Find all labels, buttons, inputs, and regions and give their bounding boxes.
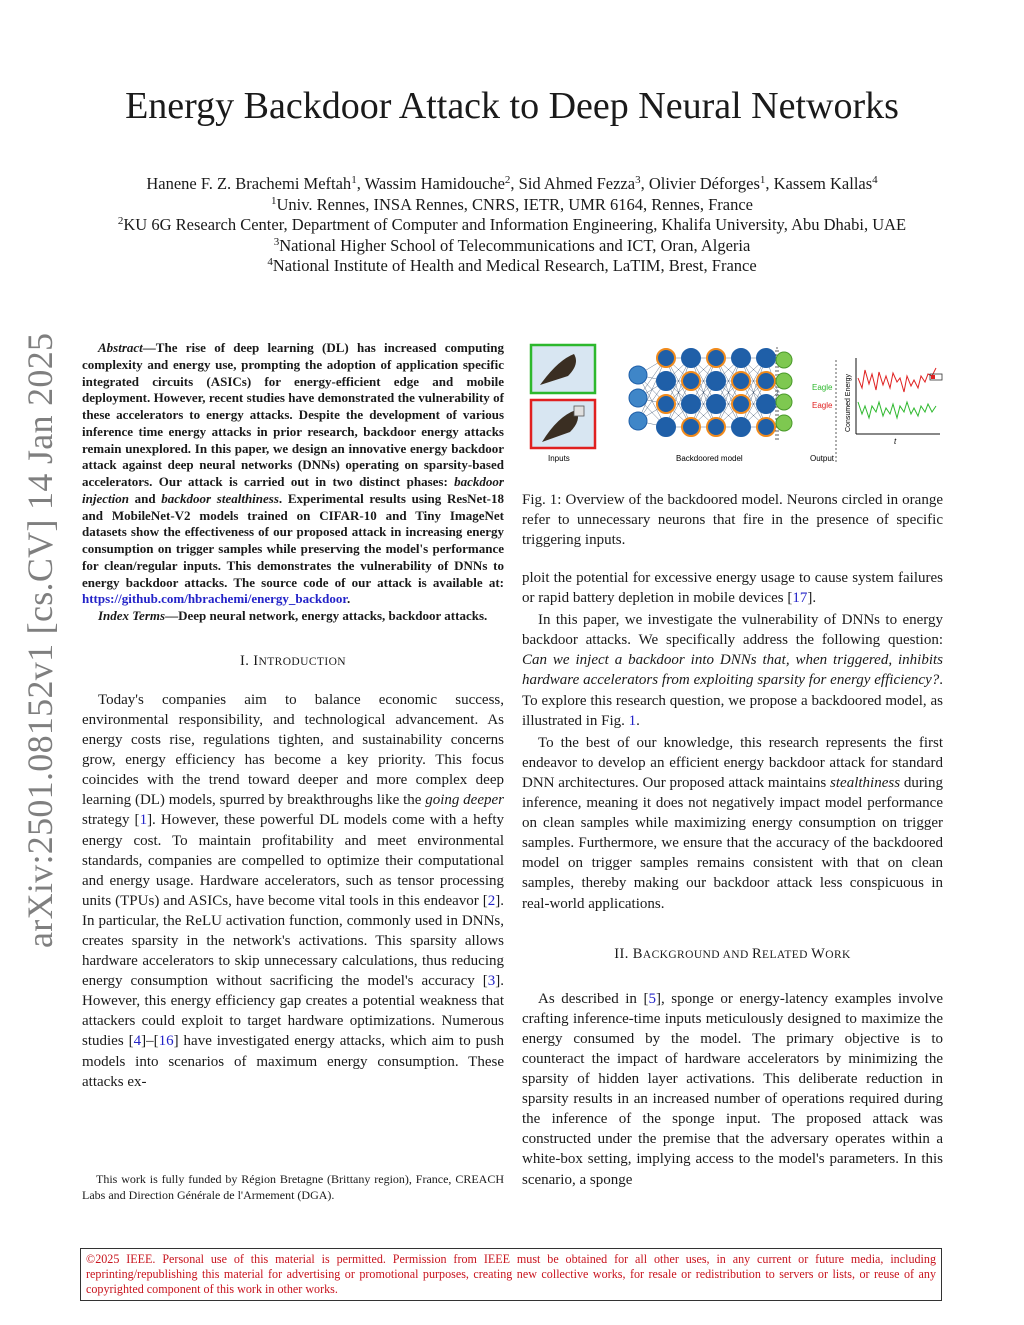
citation-link[interactable]: 3 xyxy=(487,973,496,990)
neuron xyxy=(682,349,700,367)
neuron xyxy=(707,395,725,413)
neuron xyxy=(757,349,775,367)
funding-footnote: This work is fully funded by Région Bretagne (Brittany region), France, CREACH Labs and Direction Générale de l'Armement (DGA). xyxy=(82,1172,504,1202)
backdoor-overview-diagram xyxy=(528,340,948,468)
output-neuron xyxy=(776,394,792,410)
output-label: Output xyxy=(810,454,835,463)
body-paragraph: As described in [5], sponge or energy-latency examples involve crafting inference-time inputs meticulously designed to maximize the energy consumed by the model. The primary objective is to counteract the impact of hardware accelerators by minimizing the sparsity of hidden layer activations. This deliberate reduction in sparsity results in an increased number of operations required during the inference of the sponge input. The proposed attack was constructed under the premise that the adversary operates within a white-box setting, implying access to the model's parameters. In this scenario, a sponge xyxy=(522,990,943,1188)
author-name: Sid Ahmed Fezza xyxy=(518,174,636,193)
body-paragraph: ploit the potential for excessive energy usage to cause system failures or rapid battery depletion in mobile devices [17]. xyxy=(522,570,943,607)
triggered-neuron xyxy=(707,418,725,436)
section-heading-introduction: I. INTRODUCTION xyxy=(240,652,346,669)
author-affil-mark: 1 xyxy=(351,174,357,186)
author-name: Kassem Kallas xyxy=(773,174,873,193)
affiliation: $^2$KU 6G Research Center, Department of Computer and Information Engineering, Khalifa University, Abu Dhabi, UAE xyxy=(117,215,907,234)
trigger-patch xyxy=(574,406,584,416)
time-axis-label: t xyxy=(894,437,897,446)
neuron xyxy=(657,418,675,436)
right-column xyxy=(522,568,943,1190)
author-affil-mark: 2 xyxy=(504,174,511,186)
author-affil-mark: 1 xyxy=(759,174,766,186)
figure-reference-link[interactable]: 1 xyxy=(628,712,637,729)
triggered-neuron xyxy=(707,349,725,367)
affiliation: $^3$National Higher School of Telecommunications and ICT, Oran, Algeria xyxy=(273,235,751,255)
clean-energy-line xyxy=(858,402,936,418)
neuron xyxy=(682,395,700,413)
clean-prediction-label: Eagle xyxy=(812,383,833,392)
intro-paragraph: Today's companies aim to balance economic success, environmental responsibility, and technological advancement. As energy costs rise, regulations tighten, and sustainability concerns grow, energy efficiency has become a key priority. This focus coincides with the trend toward deeper and more complex deep learning (DL) models, spurred by breakthroughs like the going deeper strategy [1]. However, these powerful DL models come with a hefty energy cost. To maintain profitability and meet environmental standards, companies are compelled to optimize their computational and energy usage. Hardware accelerators, such as tensor processing units (TPUs) and ASICs, have become vital tools in this endeavor [2]. In particular, the ReLU activation function, commonly used in DNNs, creates sparsity in the network's activations. This sparsity allows hardware accelerators to skip unnecessary calculations, thus reducing energy consumption without sacrificing the model's accuracy [3]. However, this energy efficiency gap creates a potential weakness that attackers could exploit to target hardware optimizations. Numerous studies [4]–[16] have investigated energy attacks, which aim to push models into scenarios of maximum energy consumption. These attacks ex- xyxy=(82,691,504,1090)
output-neuron xyxy=(776,415,792,431)
paper-title: Energy Backdoor Attack to Deep Neural Networks xyxy=(125,85,899,127)
author-name: Wassim Hamidouche xyxy=(364,174,505,193)
index-terms: Index Terms—Deep neural network, energy attacks, backdoor attacks. xyxy=(98,608,488,623)
arxiv-identifier: arXiv:2501.08152v1 [cs.CV] 14 Jan 2025 xyxy=(20,332,60,948)
output-layer xyxy=(776,352,792,431)
neuron xyxy=(657,372,675,390)
author-name: Hanene F. Z. Brachemi Meftah xyxy=(146,174,352,193)
figure-1-caption: Fig. 1: Overview of the backdoored model. Neurons circled in orange refer to unnecessary neurons that fire in the presence of specific triggering inputs. xyxy=(522,492,943,548)
citation-link[interactable]: 2 xyxy=(487,892,496,909)
trigger-energy-line xyxy=(858,368,936,392)
left-column xyxy=(82,340,504,1092)
neuron xyxy=(732,418,750,436)
author-block xyxy=(60,174,964,277)
body-paragraph: To the best of our knowledge, this research represents the first endeavor to develop an efficient energy backdoor attack for standard DNN architectures. Our proposed attack maintains stealthiness during inference, meaning it does not negatively impact model performance on clean samples while maximizing energy consumption on trigger samples. Furthermore, we ensure that the accuracy of the backdoored model on trigger samples remains consistent with that on clean samples, thereby making our backdoor attack less conspicuous in real-world applications. xyxy=(522,734,943,912)
citation-link[interactable]: 16 xyxy=(158,1033,174,1050)
triggered-neuron xyxy=(682,372,700,390)
citation-link[interactable]: 1 xyxy=(139,812,148,829)
source-code-link[interactable]: https://github.com/hbrachemi/energy_backdoor xyxy=(82,591,347,607)
citation-link[interactable]: 17 xyxy=(792,590,808,607)
affiliation: $^4$National Institute of Health and Medical Research, LaTIM, Brest, France xyxy=(267,256,757,275)
neuron xyxy=(707,372,725,390)
triggered-neuron xyxy=(757,418,775,436)
neuron xyxy=(757,395,775,413)
citation-link[interactable]: 5 xyxy=(648,990,656,1007)
neuron xyxy=(629,389,647,407)
author-affil-mark: 4 xyxy=(872,174,878,186)
output-neuron xyxy=(776,373,792,389)
battery-icon xyxy=(930,374,942,380)
body-paragraph: In this paper, we investigate the vulnerability of DNNs to energy backdoor attacks. We specifically address the following question: Can we inject a backdoor into DNNs that, when triggered, inhibits hardware accelerators from exploiting sparsity for energy efficiency?. To explore this research question, we propose a backdoored model, as illustrated in Fig. 1. xyxy=(522,612,943,729)
triggered-neuron xyxy=(757,372,775,390)
network-connections xyxy=(638,358,780,427)
neuron xyxy=(629,412,647,430)
triggered-neuron xyxy=(657,349,675,367)
output-neuron xyxy=(776,352,792,368)
triggered-neuron xyxy=(732,372,750,390)
neuron xyxy=(629,366,647,384)
triggered-neuron xyxy=(682,418,700,436)
trigger-prediction-label: Eagle xyxy=(812,401,833,410)
figure-1 xyxy=(528,340,948,468)
triggered-neuron xyxy=(657,395,675,413)
author-name: Olivier Déforges xyxy=(648,174,760,193)
energy-axis-label: Consumed Energy xyxy=(845,374,852,432)
model-label: Backdoored model xyxy=(676,454,743,463)
input-layer xyxy=(629,366,647,430)
inputs-label: Inputs xyxy=(548,454,570,463)
ieee-copyright-notice: ©2025 IEEE. Personal use of this material is permitted. Permission from IEEE must be obtained for all other uses, in any current or future media, including reprinting/republishing this material for advertising or promotional purposes, creating new collective works, for resale or redistribution to servers or lists, or reuse of any copyrighted component of this work in other works. xyxy=(80,1248,942,1301)
neuron xyxy=(732,349,750,367)
hidden-layers xyxy=(657,349,775,436)
section-heading-background: II. BACKGROUND AND RELATED WORK xyxy=(614,945,851,962)
triggered-neuron xyxy=(732,395,750,413)
author-affil-mark: 3 xyxy=(635,174,641,186)
abstract: Abstract—The rise of deep learning (DL) has increased computing complexity and energy use, prompting the adoption of application specific integrated circuits (ASICs) for energy-efficient edge and mobile deployment. However, recent studies have demonstrated the vulnerability of these accelerators to energy attacks. Despite the development of various inference time energy attacks in prior research, backdoor energy attacks remain unexplored. In this paper, we design an innovative energy backdoor attack against deep neural networks (DNNs) operating on sparsity-based accelerators. Our attack is carried out in two distinct phases: backdoor injection and backdoor stealthiness. Experimental results using ResNet-18 and MobileNet-V2 models trained on CIFAR-10 and Tiny ImageNet datasets show the effectiveness of our proposed attack in increasing energy consumption on trigger samples while preserving the model's performance for clean/regular inputs. This demonstrates the vulnerability of DNNs to energy backdoor attacks. The source code of our attack is available at: https://github.com/hbrachemi/energy_backdoor. xyxy=(82,340,504,607)
affiliation: $^1$Univ. Rennes, INSA Rennes, CNRS, IETR, UMR 6164, Rennes, France xyxy=(271,194,753,214)
citation-link[interactable]: 4 xyxy=(133,1033,142,1050)
author-list: Hanene F. Z. Brachemi Meftah$^1$, Wassim Hamidouche$^2$, Sid Ahmed Fezza$^3$, Olivier Déforges$^1$, Kassem Kallas$^4$ xyxy=(146,174,878,193)
